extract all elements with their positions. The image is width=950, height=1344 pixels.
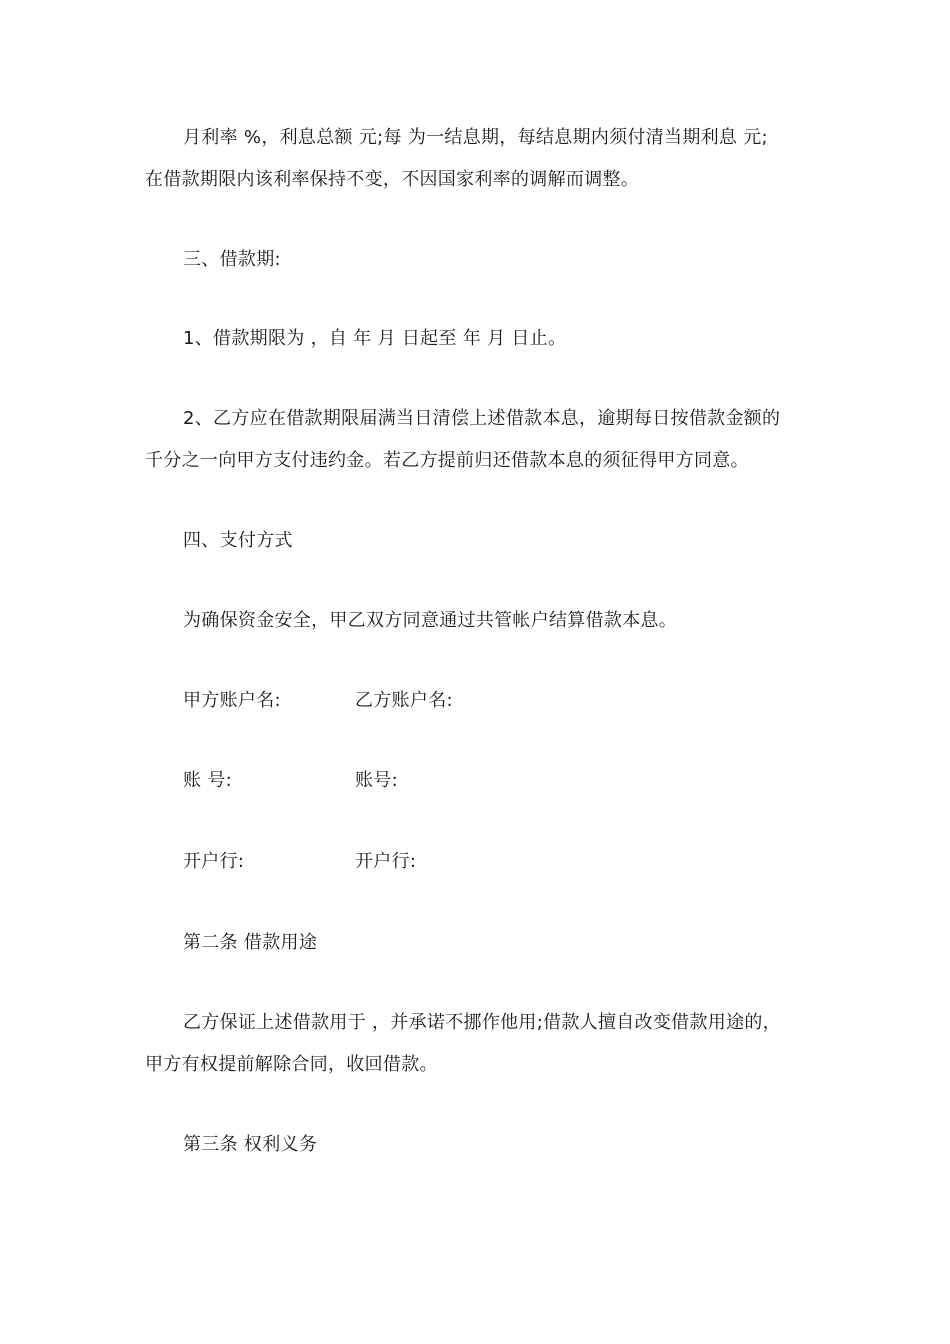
party-a-bank-label: 开户行: [183, 851, 245, 872]
section-3-item-1: 1、借款期限为 ，自 年 月 日起至 年 月 日止。 [183, 328, 567, 349]
section-3-heading: 三、借款期: [183, 249, 281, 270]
party-b-account-number-label: 账号: [355, 770, 398, 791]
article-3-heading: 第三条 权利义务 [183, 1134, 318, 1155]
party-a-account-number-label: 账 号: [183, 770, 232, 791]
article-2-heading: 第二条 借款用途 [183, 932, 318, 953]
interest-rate-line-2: 在借款期限内该利率保持不变，不因国家利率的调解而调整。 [145, 169, 640, 190]
interest-rate-line-1: 月利率 %，利息总额 元;每 为一结息期，每结息期内须付清当期利息 元; [183, 127, 768, 148]
section-4-heading: 四、支付方式 [183, 530, 293, 551]
section-3-item-2-line-1: 2、乙方应在借款期限届满当日清偿上述借款本息，逾期每日按借款金额的 [183, 408, 781, 429]
section-4-text: 为确保资金安全，甲乙双方同意通过共管帐户结算借款本息。 [183, 610, 678, 631]
party-a-account-name-label: 甲方账户名: [183, 690, 281, 711]
section-3-item-2-line-2: 千分之一向甲方支付违约金。若乙方提前归还借款本息的须征得甲方同意。 [145, 450, 749, 471]
party-b-account-name-label: 乙方账户名: [355, 690, 453, 711]
article-2-line-2: 甲方有权提前解除合同，收回借款。 [145, 1054, 438, 1075]
article-2-line-1: 乙方保证上述借款用于 ，并承诺不挪作他用;借款人擅自改变借款用途的， [183, 1012, 781, 1033]
party-b-bank-label: 开户行: [355, 851, 417, 872]
